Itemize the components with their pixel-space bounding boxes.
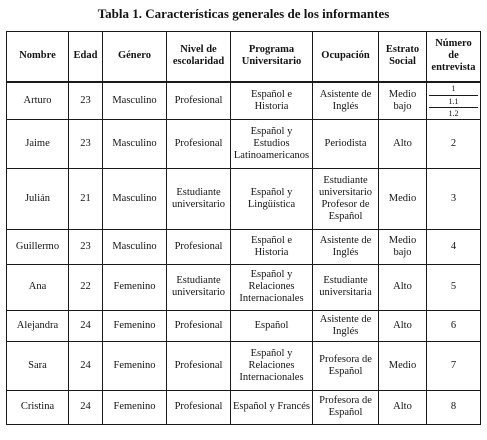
header-programa: Programa Universitario bbox=[231, 32, 313, 82]
cell-estrato: Alto bbox=[379, 310, 427, 341]
cell-nombre: Arturo bbox=[7, 82, 69, 120]
cell-genero: Masculino bbox=[103, 119, 167, 168]
cell-edad: 24 bbox=[69, 341, 103, 390]
header-estrato: Estrato Social bbox=[379, 32, 427, 82]
cell-estrato: Medio bbox=[379, 341, 427, 390]
cell-entrevista: 4 bbox=[427, 229, 481, 264]
table-row bbox=[7, 310, 481, 341]
table-row bbox=[7, 341, 481, 390]
cell-ocupacion: Estudiante universitaria bbox=[313, 264, 379, 310]
cell-nivel: Profesional bbox=[167, 310, 231, 341]
cell-estrato: Alto bbox=[379, 264, 427, 310]
cell-ocupacion: Periodista bbox=[313, 119, 379, 168]
cell-nivel: Estudiante universitario bbox=[167, 264, 231, 310]
cell-nivel: Profesional bbox=[167, 341, 231, 390]
cell-nombre: Jaime bbox=[7, 119, 69, 168]
table-row bbox=[7, 82, 481, 120]
cell-edad: 23 bbox=[69, 119, 103, 168]
header-row bbox=[7, 32, 481, 82]
entrevista-sub: 1.2 bbox=[429, 107, 478, 119]
table-row bbox=[7, 119, 481, 168]
cell-programa: Español e Historia bbox=[231, 82, 313, 120]
cell-ocupacion: Asistente de Inglés bbox=[313, 229, 379, 264]
cell-genero: Femenino bbox=[103, 341, 167, 390]
cell-estrato: Medio bbox=[379, 168, 427, 229]
cell-entrevista: 7 bbox=[427, 341, 481, 390]
table-row bbox=[7, 229, 481, 264]
cell-entrevista: 6 bbox=[427, 310, 481, 341]
cell-nombre: Alejandra bbox=[7, 310, 69, 341]
cell-genero: Femenino bbox=[103, 310, 167, 341]
cell-genero: Femenino bbox=[103, 264, 167, 310]
header-genero: Género bbox=[103, 32, 167, 82]
cell-programa: Español y Francés bbox=[231, 390, 313, 424]
cell-edad: 23 bbox=[69, 82, 103, 120]
cell-programa: Español y Estudios Latinoamericanos bbox=[231, 119, 313, 168]
cell-ocupacion: Estudiante universitario Profesor de Español bbox=[313, 168, 379, 229]
header-edad: Edad bbox=[69, 32, 103, 82]
cell-genero: Masculino bbox=[103, 168, 167, 229]
cell-genero: Femenino bbox=[103, 390, 167, 424]
cell-nivel: Profesional bbox=[167, 119, 231, 168]
cell-genero: Masculino bbox=[103, 229, 167, 264]
cell-nivel: Profesional bbox=[167, 390, 231, 424]
cell-nivel: Profesional bbox=[167, 229, 231, 264]
cell-programa: Español bbox=[231, 310, 313, 341]
cell-edad: 24 bbox=[69, 390, 103, 424]
header-entrevista: Número de entrevista bbox=[427, 32, 481, 82]
entrevista-sub: 1 bbox=[451, 83, 456, 93]
cell-estrato: Medio bajo bbox=[379, 82, 427, 120]
table-row bbox=[7, 390, 481, 424]
header-ocupacion: Ocupación bbox=[313, 32, 379, 82]
cell-nivel: Profesional bbox=[167, 82, 231, 120]
header-nivel: Nivel de escolaridad bbox=[167, 32, 231, 82]
cell-nombre: Cristina bbox=[7, 390, 69, 424]
cell-nivel: Estudiante universitario bbox=[167, 168, 231, 229]
table-caption: Tabla 1. Características generales de los informantes bbox=[97, 6, 390, 21]
cell-edad: 23 bbox=[69, 229, 103, 264]
cell-entrevista bbox=[427, 82, 481, 120]
cell-ocupacion: Profesora de Español bbox=[313, 341, 379, 390]
cell-genero: Masculino bbox=[103, 82, 167, 120]
cell-ocupacion: Profesora de Español bbox=[313, 390, 379, 424]
cell-programa: Español e Historia bbox=[231, 229, 313, 264]
cell-ocupacion: Asistente de Inglés bbox=[313, 82, 379, 120]
cell-entrevista: 5 bbox=[427, 264, 481, 310]
cell-programa: Español y Relaciones Internacionales bbox=[231, 341, 313, 390]
cell-entrevista: 2 bbox=[427, 119, 481, 168]
cell-entrevista: 8 bbox=[427, 390, 481, 424]
cell-edad: 24 bbox=[69, 310, 103, 341]
cell-edad: 22 bbox=[69, 264, 103, 310]
cell-programa: Español y Relaciones Internacionales bbox=[231, 264, 313, 310]
entrevista-sub: 1.1 bbox=[429, 95, 478, 107]
table-row bbox=[7, 264, 481, 310]
cell-nombre: Guillermo bbox=[7, 229, 69, 264]
table-row bbox=[7, 168, 481, 229]
informants-table bbox=[6, 31, 481, 425]
cell-nombre: Julián bbox=[7, 168, 69, 229]
cell-edad: 21 bbox=[69, 168, 103, 229]
cell-nombre: Ana bbox=[7, 264, 69, 310]
cell-programa: Español y Lingüística bbox=[231, 168, 313, 229]
cell-estrato: Alto bbox=[379, 119, 427, 168]
cell-estrato: Medio bajo bbox=[379, 229, 427, 264]
cell-ocupacion: Asistente de Inglés bbox=[313, 310, 379, 341]
cell-entrevista: 3 bbox=[427, 168, 481, 229]
cell-estrato: Alto bbox=[379, 390, 427, 424]
cell-nombre: Sara bbox=[7, 341, 69, 390]
header-nombre: Nombre bbox=[7, 32, 69, 82]
